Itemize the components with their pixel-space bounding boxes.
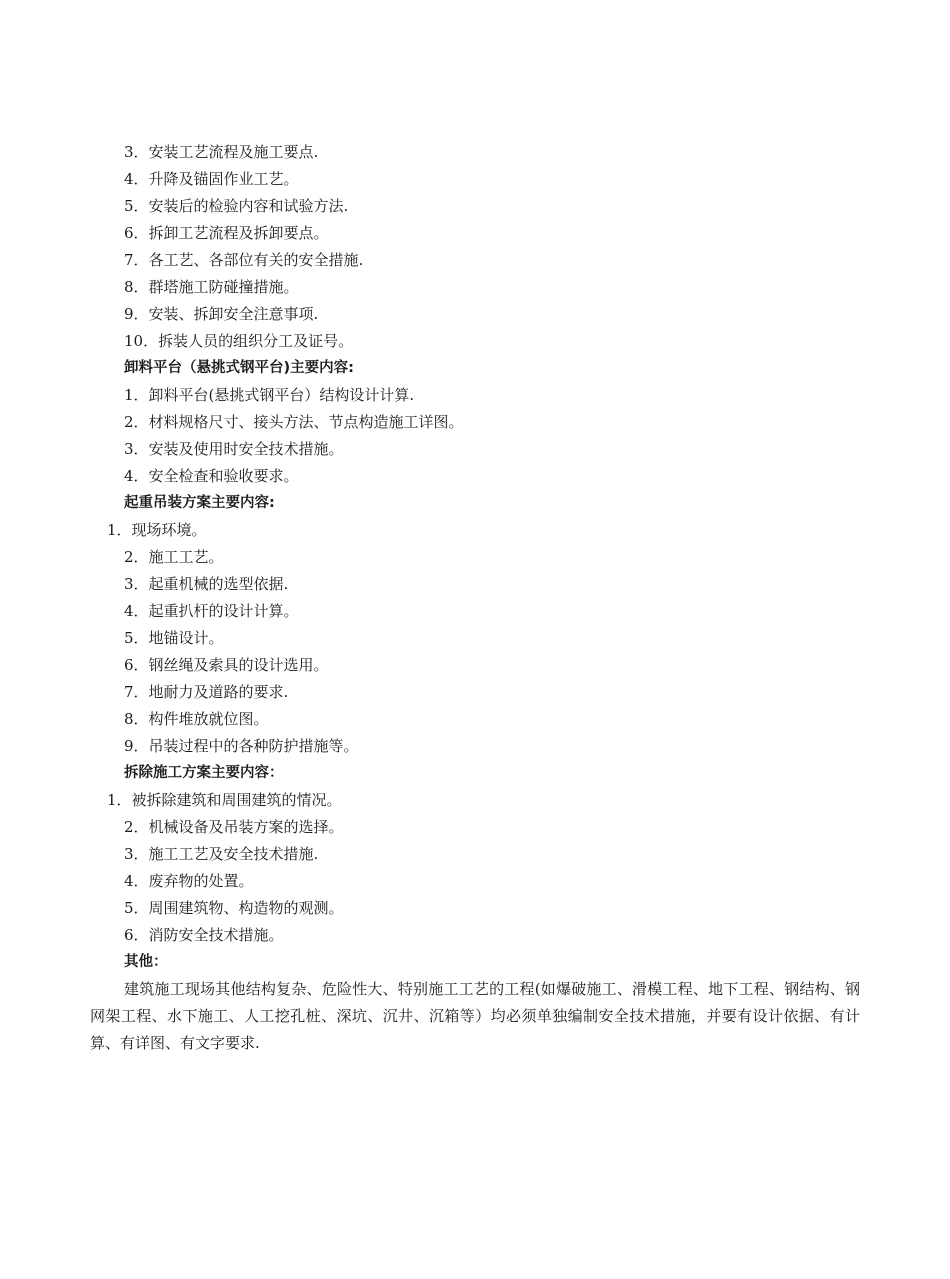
list-item: 1．被拆除建筑和周围建筑的情况。 (107, 791, 342, 809)
list-item: 4．起重扒杆的设计计算。 (124, 602, 299, 620)
list-item: 3．安装及使用时安全技术措施。 (124, 440, 344, 458)
list-item: 5．安装后的检验内容和试验方法. (124, 197, 349, 215)
list-item: 7．各工艺、各部位有关的安全措施. (124, 251, 364, 269)
list-item: 8．构件堆放就位图。 (124, 710, 269, 728)
section-heading-demolition: 拆除施工方案主要内容： (124, 765, 284, 781)
document-body (90, 139, 860, 1057)
list-item: 6．拆卸工艺流程及拆卸要点。 (124, 224, 329, 242)
list-item: 3．起重机械的选型依据. (124, 575, 289, 593)
list-item: 5．地锚设计。 (124, 629, 224, 647)
list-item: 2．施工工艺。 (124, 548, 224, 566)
list-item: 2．材料规格尺寸、接头方法、节点构造施工详图。 (124, 413, 464, 431)
list-item: 3．安装工艺流程及施工要点. (124, 143, 319, 161)
list-item: 4．升降及锚固作业工艺。 (124, 170, 299, 188)
list-item: 10．拆装人员的组织分工及证号。 (124, 332, 354, 350)
list-item: 4．安全检查和验收要求。 (124, 467, 299, 485)
list-item: 9．吊装过程中的各种防护措施等。 (124, 737, 359, 755)
section-heading-platform: 卸料平台（悬挑式钢平台)主要内容: (124, 360, 354, 376)
list-item: 5．周围建筑物、构造物的观测。 (124, 899, 344, 917)
list-item: 1．现场环境。 (107, 521, 207, 539)
other-paragraph: 建筑施工现场其他结构复杂、危险性大、特别施工工艺的工程(如爆破施工、滑模工程、地下工程、钢结构、钢网架工程、水下施工、人工挖孔桩、深坑、沉井、沉箱等）均必须单独编制安全技术措施，并要有设计依据、有计算、有详图、有文字要求. (90, 980, 860, 1052)
section-heading-other: 其他： (124, 954, 168, 970)
list-item: 6．消防安全技术措施。 (124, 926, 284, 944)
list-item: 1．卸料平台(悬挑式钢平台）结构设计计算. (124, 386, 415, 404)
list-item: 3．施工工艺及安全技术措施. (124, 845, 319, 863)
list-item: 7．地耐力及道路的要求. (124, 683, 289, 701)
list-item: 8．群塔施工防碰撞措施。 (124, 278, 299, 296)
section-heading-lifting: 起重吊装方案主要内容: (124, 495, 275, 511)
list-item: 4．废弃物的处置。 (124, 872, 254, 890)
list-item: 9．安装、拆卸安全注意事项. (124, 305, 319, 323)
list-item: 6．钢丝绳及索具的设计选用。 (124, 656, 329, 674)
list-item: 2．机械设备及吊装方案的选择。 (124, 818, 344, 836)
